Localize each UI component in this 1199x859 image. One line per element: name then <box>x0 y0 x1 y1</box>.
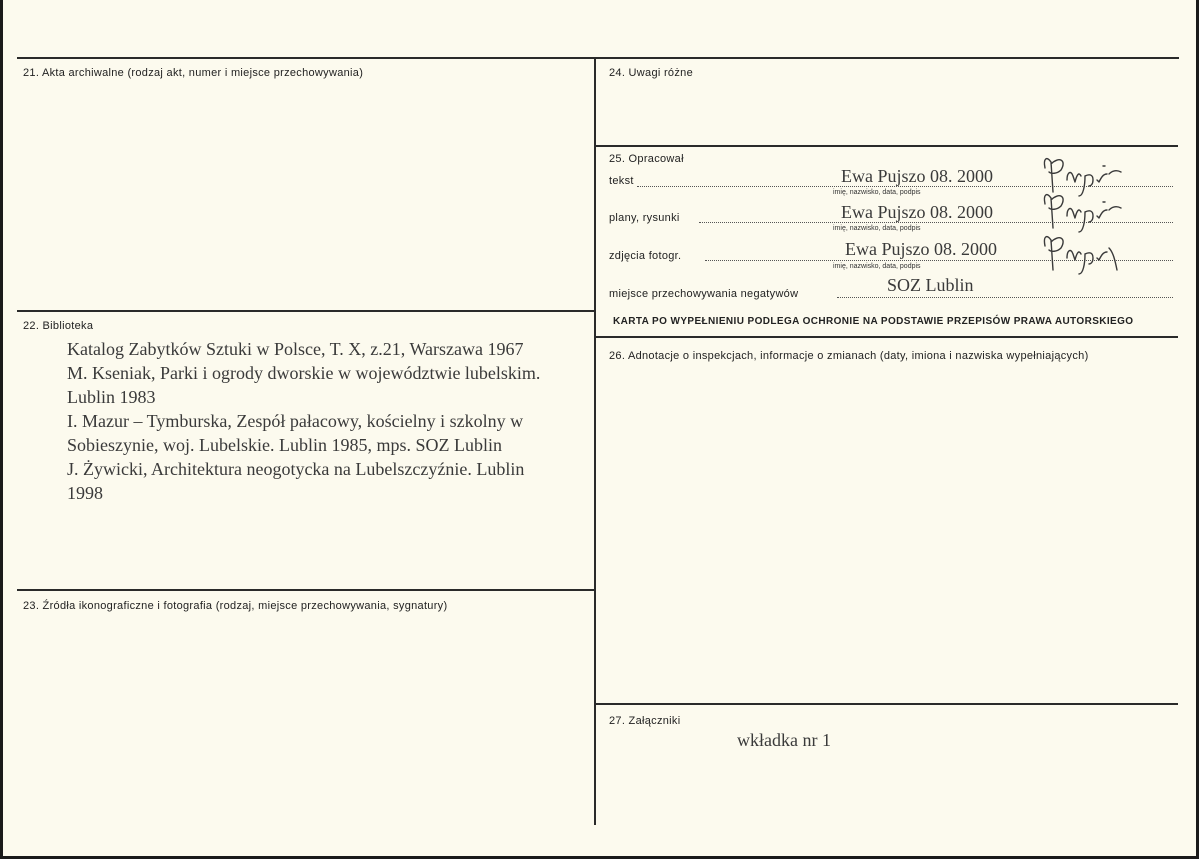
section-25-label: 25. Opracował <box>609 153 684 165</box>
plans-author-caption: imię, nazwisko, data, podpis <box>833 225 921 232</box>
section-27-label: 27. Załączniki <box>609 715 681 727</box>
section-24-bottom-rule <box>596 145 1178 147</box>
bibliography-entry: Katalog Zabytków Sztuki w Polsce, T. X, z.21, Warszawa 1967 <box>67 339 524 359</box>
text-author-caption: imię, nazwisko, data, podpis <box>833 189 921 196</box>
plans-author-value: Ewa Pujszo 08. 2000 <box>841 202 993 222</box>
plans-author-label: plany, rysunki <box>609 212 680 224</box>
photos-author-caption: imię, nazwisko, data, podpis <box>833 263 921 270</box>
signature-photos <box>1033 230 1123 276</box>
photos-author-value: Ewa Pujszo 08. 2000 <box>845 239 997 259</box>
negatives-label: miejsce przechowywania negatywów <box>609 288 799 300</box>
bibliography-list <box>67 337 597 505</box>
copyright-notice: KARTA PO WYPEŁNIENIU PODLEGA OCHRONIE NA PODSTAWIE PRZEPISÓW PRAWA AUTORSKIEGO <box>613 316 1134 327</box>
bibliography-entry: Lublin 1983 <box>67 387 156 407</box>
section-26-label: 26. Adnotacje o inspekcjach, informacje o zmianach (daty, imiona i nazwiska wypełniających) <box>609 350 1089 362</box>
bibliography-entry: I. Mazur – Tymburska, Zespół pałacowy, kościelny i szkolny w <box>67 411 524 431</box>
negatives-dotted-line <box>837 297 1173 298</box>
signature-plans <box>1033 188 1123 234</box>
section-25-bottom-rule <box>596 336 1178 338</box>
text-author-value: Ewa Pujszo 08. 2000 <box>841 166 993 186</box>
attachments-value: wkładka nr 1 <box>737 730 831 750</box>
bibliography-entry: M. Kseniak, Parki i ogrody dworskie w województwie lubelskim. <box>67 363 541 383</box>
section-21-label: 21. Akta archiwalne (rodzaj akt, numer i miejsce przechowywania) <box>23 67 364 79</box>
section-21-bottom-rule <box>17 310 596 312</box>
section-24-label: 24. Uwagi różne <box>609 67 693 79</box>
section-26-bottom-rule <box>596 703 1178 705</box>
bibliography-entry: 1998 <box>67 483 103 503</box>
photos-author-label: zdjęcia fotogr. <box>609 250 682 262</box>
section-22-bottom-rule <box>17 589 596 591</box>
text-author-label: tekst <box>609 175 634 187</box>
top-rule <box>17 57 1179 59</box>
section-23-label: 23. Źródła ikonograficzne i fotografia (rodzaj, miejsce przechowywania, sygnatury) <box>23 600 448 612</box>
section-22-label: 22. Biblioteka <box>23 320 94 332</box>
bibliography-entry: Sobieszynie, woj. Lubelskie. Lublin 1985, mps. SOZ Lublin <box>67 435 502 455</box>
negatives-value: SOZ Lublin <box>887 275 974 295</box>
bibliography-entry: J. Żywicki, Architektura neogotycka na Lubelszczyźnie. Lublin <box>67 459 525 479</box>
